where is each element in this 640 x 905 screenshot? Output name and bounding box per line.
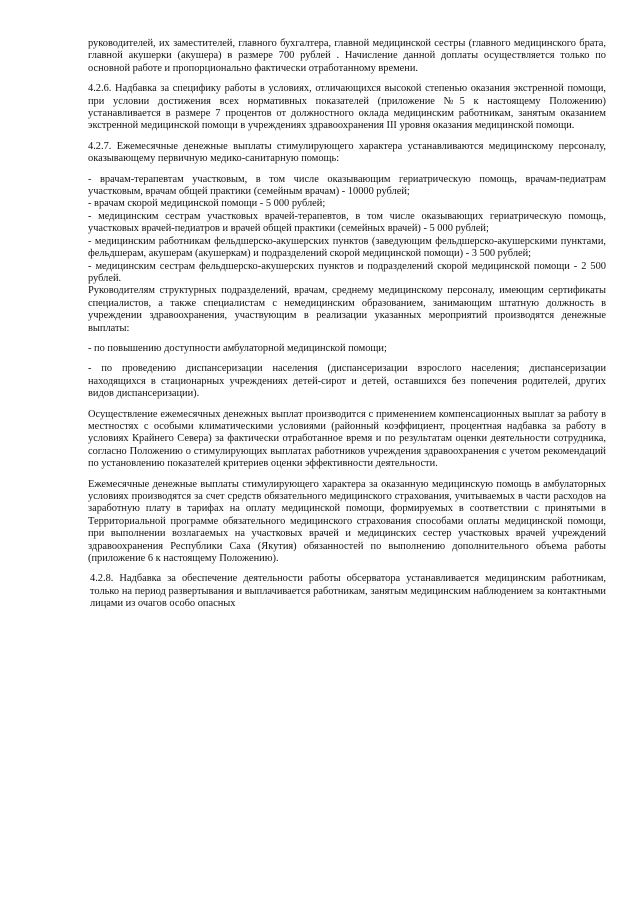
list-item-feldsher-staff: - медицинским работникам фельдшерско-акушерских пунктов (заведующим фельдшерско-акушерскими пунктами, фельдшерам, акушерам (акушеркам) и подразделений скорой медицинской помощи) - 3 500 рублей; (88, 235, 606, 260)
paragraph-structural-heads: Руководителям структурных подразделений, врачам, среднему медицинскому персоналу, имеющим сертификаты специалистов, а также специалистам с немедицинским образованием, занимающим штатную должность в учреждении здравоохранения, участвующим в реализации указанных мероприятий производятся денежные выплаты: (88, 285, 606, 334)
paragraph-4-2-8: 4.2.8. Надбавка за обеспечение деятельности работы обсерватора устанавливается медицинским работникам, только на период развертывания и выплачивается работникам, занятым медицинским наблюдением за контактными лицами из очагов особо опасных (90, 573, 606, 610)
list-item-feldsher-nurses: - медицинским сестрам фельдшерско-акушерских пунктов и подразделений скорой медицинской помощи - 2 500 рублей. (88, 260, 606, 284)
list-item-ambulance-doctors: - врачам скорой медицинской помощи - 5 000 рублей; (88, 198, 326, 210)
paragraph-4-2-7: 4.2.7. Ежемесячные денежные выплаты стимулирующего характера устанавливаются медицинскому персоналу, оказывающему первичную медико-санитарную помощь: (88, 140, 606, 165)
paragraph-payment-procedure: Осуществление ежемесячных денежных выплат производится с применением компенсационных выплат за работу в местностях с особыми климатическими условиями (районный коэффициент, процентная надбавка за работу в условиях Крайнего Севера) за фактически отработанное время и по результатам оценки деятельности сотрудника, согласно Положению о стимулирующих выплатах работников учреждения здравоохранения с учетом рекомендаций по установлению показателей критериев оценки эффективности деятельности. (88, 408, 606, 470)
list-item-dispensarization: - по проведению диспансеризации населения (диспансеризации взрослого населения; диспансеризации находящихся в стационарных учреждениях детей-сирот и детей, оставшихся без попечения родителей, других видов диспансеризации). (88, 363, 606, 400)
list-item-accessibility: - по повышению доступности амбулаторной медицинской помощи; (88, 342, 387, 354)
paragraph-oms-payments: Ежемесячные денежные выплаты стимулирующего характера за оказанную медицинскую помощь в амбулаторных условиях производятся за счет средств обязательного медицинского страхования, учитываемых в части расходов на заработную плату в тарифах на оплату медицинской помощи, формируемых в соответствии с принятыми в Территориальной программе обязательного медицинского страхования способами оплаты медицинской помощи, при выполнении возлагаемых на участковых врачей и медицинских сестер участковых врачей учреждений здравоохранения Республики Саха (Якутия) обязанностей по выполнению дополнительного объема работы (приложение 6 к настоящему Положению). (88, 478, 606, 565)
paragraph-deputies-allowance: руководителей, их заместителей, главного бухгалтера, главной медицинской сестры (главного медицинского брата, главной акушерки (акушера) в размере 700 рублей . Начисление данной доплаты осуществляется только по основной работе и пропорционально фактически отработанному времени. (88, 38, 606, 74)
paragraph-4-2-6: 4.2.6. Надбавка за специфику работы в условиях, отличающихся высокой степенью оказания экстренной помощи, при условии достижения всех нормативных показателей (приложение №5 к настоящему Положению) устанавливается в размере 7 процентов от должностного оклада медицинским работникам, занятым оказанием экстренной медицинской помощи в учреждениях здравоохранения III уровня оказания медицинской помощи. (88, 83, 606, 132)
list-item-nurses: - медицинским сестрам участковых врачей-терапевтов, в том числе оказывающих гериатрическую помощь, участковых врачей-педиатров и врачей общей практики (семейных врачей) - 5 000 рублей; (88, 210, 606, 235)
list-item-therapists: - врачам-терапевтам участковым, в том числе оказывающим гериатрическую помощь, врачам-педиатрам участковым, врачам общей практики (семейным врачам) - 10000 рублей; (88, 173, 606, 198)
